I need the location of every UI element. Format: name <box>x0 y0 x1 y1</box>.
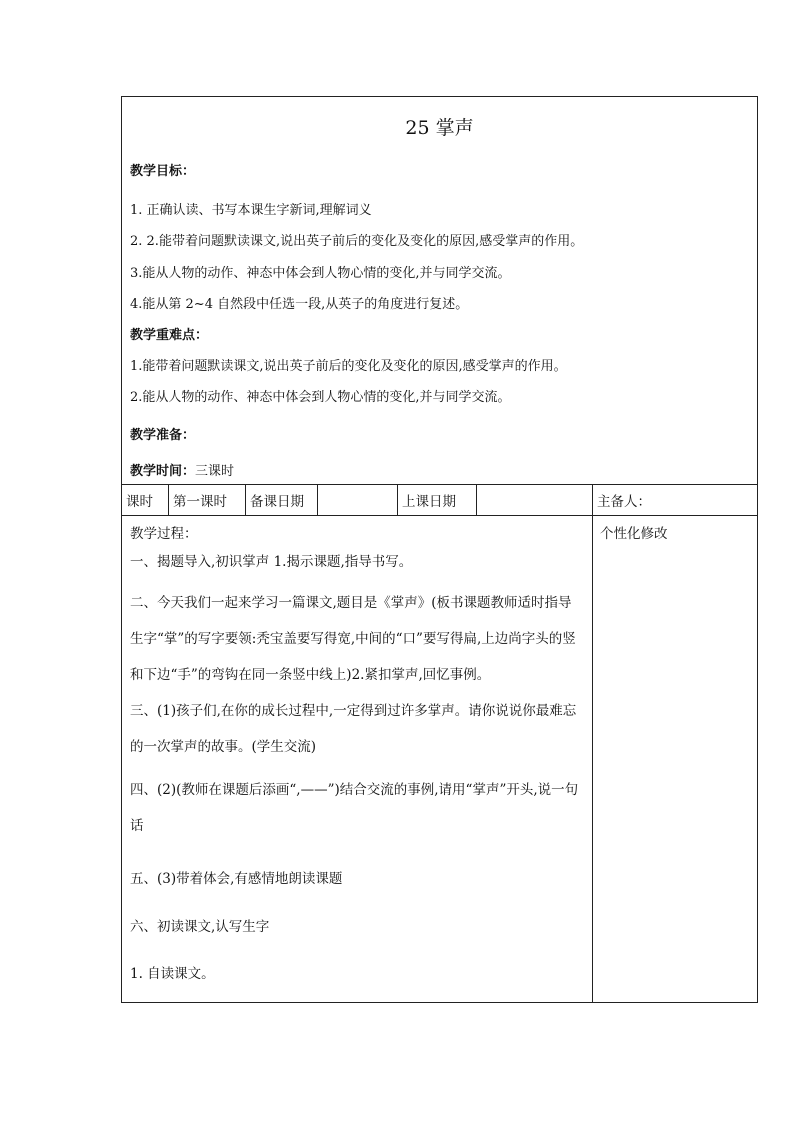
process-step: 四、(2)(教师在课题后添画“,——”)结合交流的事例,请用“掌声”开头,说一句话 <box>130 782 579 834</box>
process-step: 三、(1)孩子们,在你的成长过程中,一定得到过许多掌声。请你说说你最难忘的一次掌声的故事。(学生交流) <box>130 703 577 755</box>
side-notes-section <box>593 516 758 1003</box>
side-heading: 个性化修改 <box>600 526 668 542</box>
info-cell-author-label: 主备人： <box>593 485 758 516</box>
process-step: 1. 自读课文。 <box>130 966 215 982</box>
info-cell-period-value: 第一课时 <box>169 485 246 516</box>
info-cell-prep-date-value <box>318 485 398 516</box>
process-heading: 教学过程： <box>130 526 198 542</box>
goals-heading: 教学目标： <box>130 164 196 179</box>
info-cell-period-label: 课时 <box>122 485 169 516</box>
lesson-plan-table <box>121 96 758 1003</box>
prep-heading: 教学准备： <box>130 428 196 443</box>
process-step: 一、揭题导入,初识掌声 1.揭示课题,指导书写。 <box>130 554 413 570</box>
page-title: 25 掌声 <box>405 117 474 139</box>
header-section <box>122 97 758 485</box>
process-step: 五、(3)带着体会,有感情地朗读课题 <box>130 871 343 887</box>
goal-item: 3.能从人物的动作、神态中体会到人物心情的变化,并与同学交流。 <box>130 266 511 281</box>
info-cell-class-date-label: 上课日期 <box>398 485 477 516</box>
time-heading: 教学时间： <box>130 464 196 479</box>
info-cell-class-date-value <box>477 485 593 516</box>
time-value: 三课时 <box>195 464 235 479</box>
lesson-plan-sheet <box>121 96 757 1003</box>
difficulty-heading: 教学重难点： <box>130 328 209 343</box>
goal-item: 2. 2.能带着问题默读课文,说出英子前后的变化及变化的原因,感受掌声的作用。 <box>130 234 584 249</box>
process-step: 二、今天我们一起来学习一篇课文,题目是《掌声》(板书课题教师适时指导生字“掌”的写字要领:秃宝盖要写得宽,中间的“口”要写得扁,上边尚字头的竖和下边“手”的弯钩在同一条竖中线上)2.紧扣掌声,回忆事例。 <box>130 595 576 683</box>
info-row <box>122 485 758 516</box>
process-step: 六、初读课文,认写生字 <box>130 919 270 935</box>
difficulty-item: 2.能从人物的动作、神态中体会到人物心情的变化,并与同学交流。 <box>130 390 511 405</box>
info-cell-prep-date-label: 备课日期 <box>246 485 318 516</box>
time-line <box>130 460 234 479</box>
process-section <box>122 516 593 1003</box>
difficulty-item: 1.能带着问题默读课文,说出英子前后的变化及变化的原因,感受掌声的作用。 <box>130 359 567 374</box>
goal-item: 1. 正确认读、书写本课生字新词,理解词义 <box>130 203 372 218</box>
goal-item: 4.能从第 2~4 自然段中任选一段,从英子的角度进行复述。 <box>130 297 469 312</box>
